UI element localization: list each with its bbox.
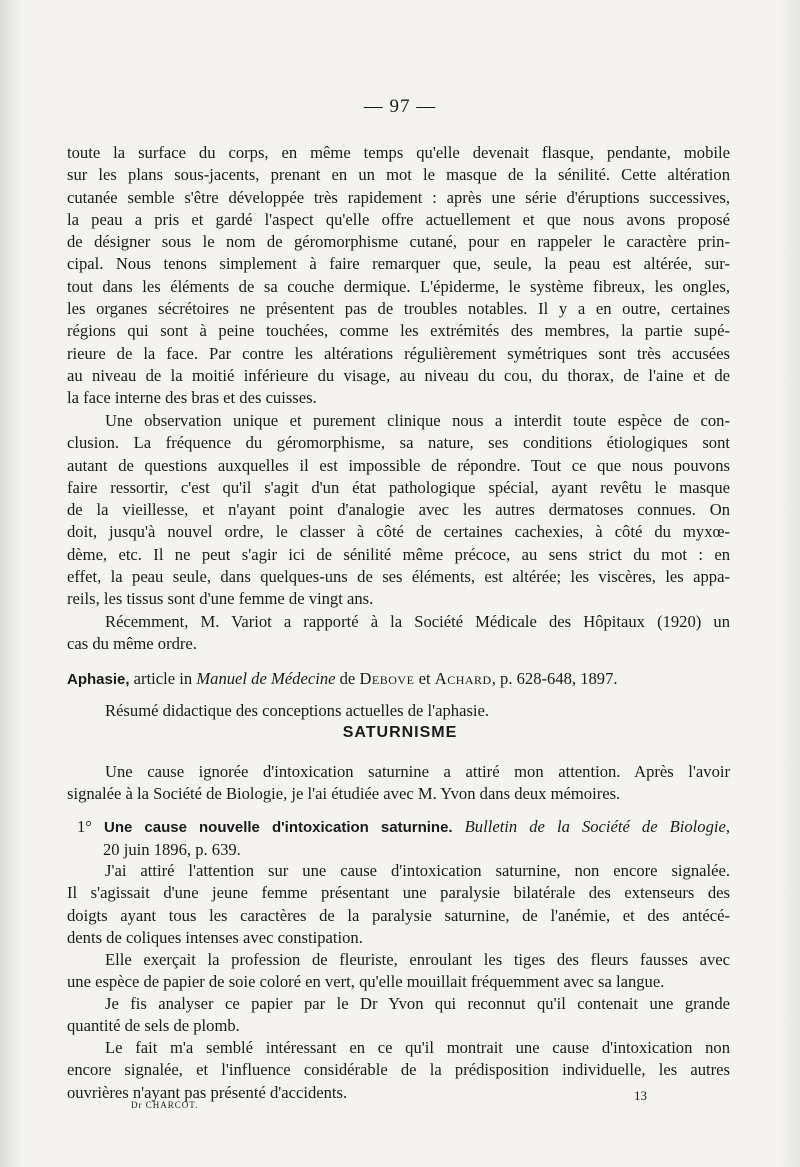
text-line: une espèce de papier de soie coloré en vert, qu'elle mouillait fréquemment avec sa langue. — [67, 972, 665, 992]
paragraph-geromorphisme-description — [67, 142, 730, 410]
text-line: signalée à la Société de Biologie, je l'ai étudiée avec M. Yvon dans deux mémoires. — [67, 784, 621, 804]
section-heading: SATURNISME — [342, 724, 458, 741]
text-line: J'ai attiré l'attention sur une cause d'intoxication saturnine, non encore signalée. — [105, 861, 730, 880]
page-number: — 97 — — [363, 96, 437, 117]
entry-title: Aphasie, — [67, 671, 130, 688]
text-line: de la vieillesse, et n'ayant point d'analogie avec les autres dermatoses connues. On — [67, 500, 730, 520]
text-line: doigts ayant tous les caractères de la paralysie saturnine, de l'anémie, et des antécé- — [67, 905, 730, 925]
entry-number: 1° — [77, 817, 92, 836]
text-line: sur les plans sous-jacents, prenant en un mot le masque de la sénilité. Cette altération — [67, 165, 730, 185]
text-line: la face interne des bras et des cuisses. — [67, 388, 317, 408]
text-line: Je fis analyser ce papier par le Dr Yvon qui reconnut qu'il contenait une grande — [105, 994, 730, 1013]
paragraph-saturnisme-intro — [67, 761, 730, 806]
paragraph-item1-analysis — [67, 993, 730, 1038]
footer-author: Dr CHARCOT. — [131, 1100, 199, 1110]
text-line: cas du même ordre. — [67, 634, 197, 654]
text-line: Le fait m'a semblé intéressant en ce qu'il montrait une cause d'intoxication non — [105, 1038, 730, 1057]
text-line: reils, les tissus sont d'une femme de vingt ans. — [67, 589, 374, 609]
citation-text: et — [414, 669, 435, 688]
text-line: au niveau de la moitié inférieure du visage, au niveau du cou, du thorax, de l'aine et de — [67, 365, 730, 385]
text-line: Récemment, M. Variot a rapporté à la Société Médicale des Hôpitaux (1920) un — [105, 612, 730, 631]
entry-date: 20 juin 1896, p. 639. — [103, 840, 241, 860]
entry-title: Une cause nouvelle d'intoxication saturnine. — [104, 819, 453, 836]
citation-text: article in — [129, 669, 197, 688]
text-line: doit, jusqu'à nouvel ordre, le classer à côté de certaines cachexies, à côté du myxœ- — [67, 522, 730, 542]
paragraph-item1-significance — [67, 1037, 730, 1104]
text-line: cipal. Nous tenons simplement à faire remarquer que, seule, la peau est altérée, sur- — [67, 254, 730, 274]
paragraph-conclusion — [67, 410, 730, 611]
text-line: rieure de la face. Par contre les altérations régulièrement symétriques sont très accusées — [67, 343, 730, 363]
entry-citation — [67, 668, 730, 691]
citation-text: , p. 628-648, 1897. — [491, 669, 618, 688]
text-line: tout dans les éléments de sa couche dermique. L'épiderme, le système fibreux, les ongles, — [67, 276, 730, 296]
text-line: la peau a pris et gardé l'aspect qu'elle offre actuellement et que nous avons proposé — [67, 209, 730, 229]
text-line: effet, la peau seule, dans quelques-uns de ses éléments, est altérée; les viscères, les appa- — [67, 567, 730, 587]
entry-citation — [77, 816, 730, 839]
entry-summary: Résumé didactique des conceptions actuelles de l'aphasie. — [105, 701, 490, 721]
author-name: Achard — [434, 669, 492, 688]
text-line: toute la surface du corps, en même temps qu'elle devenait flasque, pendante, mobile — [67, 143, 730, 162]
bibliography-entry-saturnisme-1 — [77, 816, 730, 862]
text-line: clusion. La fréquence du géromorphisme, sa nature, ses conditions étiologiques sont — [67, 433, 730, 453]
paragraph-item1-profession — [67, 949, 730, 994]
work-title: Manuel de Médecine — [196, 669, 336, 688]
text-line: ouvrières n'ayant pas présenté d'accidents. — [67, 1082, 348, 1102]
text-line: dents de coliques intenses avec constipation. — [67, 927, 363, 947]
signature-mark: 13 — [634, 1088, 647, 1103]
text-line: faire ressortir, c'est qu'il s'agit d'un état pathologique spécial, ayant revêtu le masque — [67, 477, 730, 497]
text-line: cutanée semble s'être développée très rapidement : après une série d'éruptions successives, — [67, 187, 730, 207]
text-line: Une cause ignorée d'intoxication saturnine a attiré mon attention. Après l'avoir — [105, 762, 730, 781]
text-line: Il s'agissait d'une jeune femme présentant une paralysie bilatérale des extenseurs des — [67, 883, 730, 903]
text-line: dème, etc. Il ne peut s'agir ici de sénilité même précoce, au sens strict du mot : en — [67, 544, 730, 564]
text-line: de désigner sous le nom de géromorphisme cutané, pour en rappeler le caractère prin- — [67, 232, 730, 252]
text-line: les organes sécrétoires ne présentent pas de troubles notables. Il y a en outre, certaines — [67, 299, 730, 319]
text-line: Une observation unique et purement clinique nous a interdit toute espèce de con- — [105, 411, 730, 430]
journal-title: Bulletin de la Société de Biologie, — [464, 817, 730, 836]
text-line: encore signalée, et l'influence considérable de la prédisposition individuelle, les autres — [67, 1060, 730, 1080]
citation-text: de — [335, 669, 360, 688]
text-line: quantité de sels de plomb. — [67, 1016, 240, 1036]
text-line: régions qui sont à peine touchées, comme les extrémités des membres, la partie supé- — [67, 321, 730, 341]
bibliography-entry-aphasie — [67, 668, 730, 723]
text-line: autant de questions auxquelles il est impossible de répondre. Tout ce que nous pouvons — [67, 455, 730, 475]
paragraph-variot — [67, 611, 730, 656]
author-name: Debove — [359, 669, 415, 688]
paragraph-item1-case — [67, 860, 730, 949]
text-line: Elle exerçait la profession de fleuriste, enroulant les tiges des fleurs fausses avec — [105, 950, 730, 969]
